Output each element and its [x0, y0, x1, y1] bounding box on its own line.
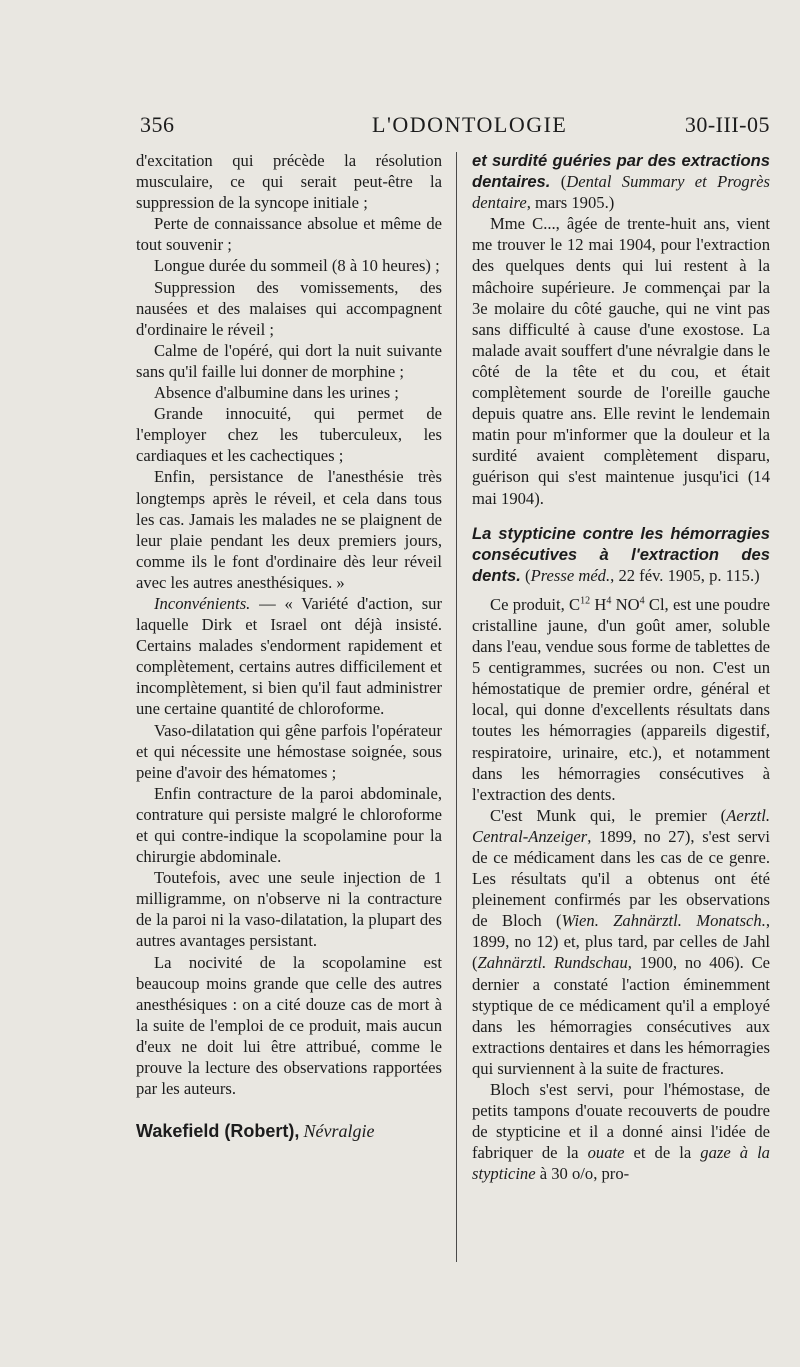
- wakefield-title-cont: et surdité guéries par des extractions dentaires.: [472, 151, 770, 192]
- case-paragraph: Mme C..., âgée de trente-huit ans, vient me trouver le 12 mai 1904, pour l'extraction des quelques dents qui lui restent à la mâchoire supérieure. Je commençai par la 3e molaire du côté gauche, qui ne vint pas sans difficulté à cause d'une exostose. La malade avait souffert d'une névralgie dans le côté de la tête et du cou, et était complètement sourde de l'oreille gauche depuis quatre ans. Elle revint le lendemain matin pour m'informer que la douleur et la surdité avaient complètement disparu, guérison qui s'est maintenue jusqu'ici (14 mai 1904).: [472, 214, 770, 508]
- stypticine-heading: La stypticine contre les hémorragies consécutives à l'extraction des dents. (Presse méd., 22 fév. 1905, p. 115.): [472, 523, 770, 585]
- stypticine-date: , 22 fév. 1905, p. 115.): [610, 565, 760, 585]
- inconvenients-label: Inconvénients.: [154, 593, 251, 613]
- paragraph: Vaso-dilatation qui gêne parfois l'opérateur et qui nécessite une hémostase soignée, sous peine d'avoir des hématomes ;: [136, 720, 442, 782]
- paragraph: d'excitation qui précède la résolution musculaire, ce qui serait peut-être la suppression de la syncope initiale ;: [136, 151, 442, 213]
- bloch-paragraph: Bloch s'est servi, pour l'hémostase, de petits tampons d'ouate recouverts de poudre de stypticine et il a donné ainsi l'idée de fabriquer de la ouate et de la gaze à la stypticine à 30 o/o, pro-: [472, 1080, 770, 1184]
- wakefield-author: Wakefield (Robert),: [136, 1121, 300, 1142]
- paragraph: Toutefois, avec une seule injection de 1 milligramme, on n'observe ni la contracture de la paroi ni la vaso-dilatation, la plupart des autres avantages persistant.: [136, 868, 442, 951]
- left-column: [136, 150, 442, 1142]
- inconvenients-paragraph: [136, 593, 442, 720]
- paragraph: Longue durée du sommeil (8 à 10 heures) ;: [154, 256, 440, 276]
- wakefield-source: Dental Summary et Progrès dentaire: [472, 172, 770, 213]
- paragraph: La nocivité de la scopolamine est beaucoup moins grande que celle des autres anesthésiques : on a cité douze cas de mort à la suite de l'emploi de ce produit, mais aucun d'eux ne doit lui être attribué, comme le prouve la lecture des observations rapportées par les auteurs.: [136, 952, 442, 1099]
- wakefield-heading: [136, 1121, 442, 1142]
- inconvenients-text: — « Variété d'action, sur laquelle Dirk et Israel ont déjà insisté. Certains malades s'endorment rapidement et complètement, certains autres difficilement et incomplètement, si bien qu'il faut administrer une certaine quantité de chloroforme.: [136, 593, 442, 719]
- wakefield-title: Névralgie: [303, 1121, 375, 1142]
- paragraph: Enfin, persistance de l'anesthésie très longtemps après le réveil, et cela dans tous les cas. Jamais les malades ne se plaignent de leur plaie pendant les deux premiers jours, comme ils le font d'ordinaire dès leur réveil avec les autres anesthésiques. »: [136, 467, 442, 592]
- page-header: [140, 112, 770, 144]
- munk-paragraph: C'est Munk qui, le premier (Aerztl. Central-Anzeiger, 1899, no 27), s'est servi de ce médicament dans les cas de ce genre. Les résultats qu'il a obtenus ont été pleinement confirmés par les observations de Bloch (Wien. Zahnärztl. Monatsch., 1899, no 12) et, plus tard, par celles de Jahl (Zahnärztl. Rundschau, 1900, no 406). Ce dernier a constaté l'action éminemment styptique de ce médicament qu'il a employé dans les hémorragies consécutives aux extractions dentaires et dans les hémorragies qui surviennent à la suite de fractures.: [472, 805, 771, 1078]
- stypticine-source: Presse méd.: [530, 565, 611, 585]
- paragraph: Suppression des vomissements, des nausées et des malaises qui accompagnent d'ordinaire le réveil ;: [136, 277, 442, 339]
- paragraph: Calme de l'opéré, qui dort la nuit suivante sans qu'il faille lui donner de morphine ;: [136, 340, 442, 381]
- product-paragraph: Ce produit, $C^{12}$ $H^4$ $NO^4$ Cl, est une poudre cristalline jaune, d'un goût amer, soluble dans l'eau, vendue sous forme de tablettes de 5 centigrammes, sucrées ou non. C'est un hémostatique de premier ordre, général et local, qui donne d'excellents résultats dans toutes les hémorragies (appareils digestif, respiratoire, urinaire, etc.), et notamment dans les hémorragies consécutives à l'extraction des dents.: [472, 594, 770, 804]
- column-divider: [456, 152, 457, 1262]
- right-column: [472, 150, 770, 1185]
- wakefield-title-continued: et surdité guéries par des extractions dentaires. (Dental Summary et Progrès dentaire, mars 1905.): [472, 151, 770, 213]
- wakefield-date: , mars 1905.): [526, 193, 615, 213]
- stypticine-title: La stypticine contre les hémorragies consécutives à l'extraction des dents.: [472, 523, 770, 585]
- paragraph: Enfin contracture de la paroi abdominale, contrature qui persiste malgré le chloroforme et qui contre-indique la scopolamine pour la chirurgie abdominale.: [136, 783, 442, 867]
- issue-date: 30-III-05: [684, 112, 770, 137]
- page-number: 356: [140, 112, 175, 137]
- paragraph: Perte de connaissance absolue et même de tout souvenir ;: [136, 214, 442, 255]
- paragraph: Grande innocuité, qui permet de l'employer chez les tuberculeux, les cardiaques et les cachectiques ;: [136, 404, 442, 466]
- running-title: L'ODONTOLOGIE: [372, 112, 568, 137]
- paragraph: Absence d'albumine dans les urines ;: [154, 383, 399, 403]
